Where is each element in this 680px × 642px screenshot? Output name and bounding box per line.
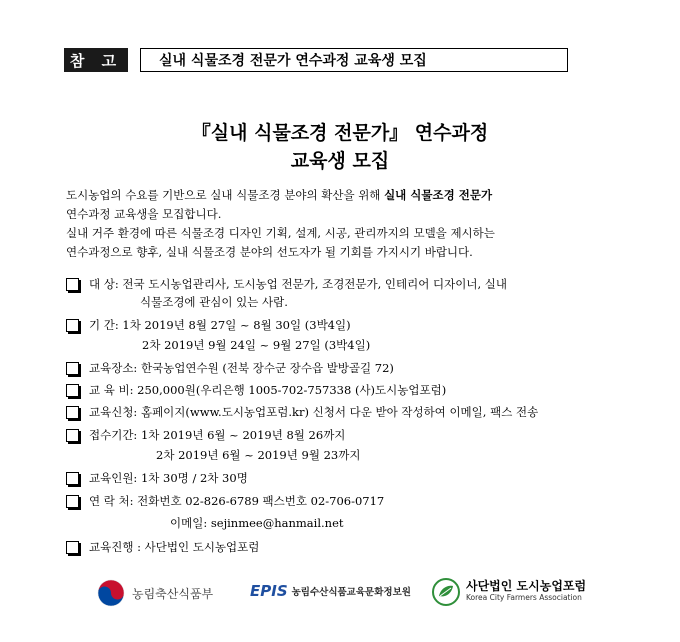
taegeuk-icon xyxy=(96,578,126,608)
item-host xyxy=(66,538,259,556)
item-contact xyxy=(66,492,384,510)
item-period xyxy=(66,316,351,334)
item-period-line1: : 1차 2019년 8월 27일 ~ 8월 30일 (3박4일) xyxy=(114,318,351,332)
ministry-logo xyxy=(96,578,213,608)
checkbox-icon xyxy=(66,495,79,508)
forum-logo-en: Korea City Farmers Association xyxy=(466,593,582,602)
forum-logo-texts xyxy=(466,580,586,604)
item-venue xyxy=(66,359,394,377)
item-fee-text: 교 육 비: 250,000원(우리은행 1005-702-757338 (사)도시농업포럼) xyxy=(89,383,447,397)
item-fee xyxy=(66,381,446,399)
item-target-line2: 식물조경에 관심이 있는 사람. xyxy=(140,295,288,309)
checkbox-icon xyxy=(66,384,79,397)
reference-tag: 참 고 xyxy=(64,48,128,72)
ministry-logo-text: 농림축산식품부 xyxy=(132,586,214,601)
intro-paragraph xyxy=(66,186,626,262)
checkbox-icon xyxy=(66,278,79,291)
item-period-label: 기 간 xyxy=(89,318,115,332)
item-target xyxy=(66,275,507,293)
item-reception xyxy=(66,426,345,444)
leaf-emblem-icon xyxy=(432,578,460,606)
item-contact-line1: 연 락 처: 전화번호 02-826-6789 팩스번호 02-706-0717 xyxy=(89,494,385,508)
reference-header xyxy=(64,48,568,72)
checkbox-icon xyxy=(66,362,79,375)
item-reception-line2: 2차 2019년 6월 ~ 2019년 9월 23까지 xyxy=(156,448,361,462)
item-capacity xyxy=(66,469,248,487)
forum-logo xyxy=(432,578,586,606)
item-apply-text: 교육신청: 홈페이지(www.도시농업포럼.kr) 신청서 다운 받아 작성하여 이메일, 팩스 전송 xyxy=(89,405,539,419)
item-target-label: 대 상 xyxy=(89,277,115,291)
intro-line2: 연수과정 교육생을 모집합니다. xyxy=(66,207,222,221)
epis-logo xyxy=(250,582,411,600)
epis-logo-text: 농림수산식품교육문화정보원 xyxy=(291,587,411,598)
intro-line3: 실내 거주 환경에 따른 식물조경 디자인 기획, 설계, 시공, 관리까지의 모델을 제시하는 xyxy=(66,226,495,240)
checkbox-icon xyxy=(66,429,79,442)
footer-logos xyxy=(0,576,680,610)
item-host-text: 교육진행 : 사단법인 도시농업포럼 xyxy=(89,540,260,554)
checkbox-icon xyxy=(66,406,79,419)
item-contact-email: 이메일: sejinmee@hanmail.net xyxy=(170,516,344,530)
intro-line1-text: 도시농업의 수요를 기반으로 실내 식물조경 분야의 확산을 위해 xyxy=(66,188,385,202)
forum-logo-name: 사단법인 도시농업포럼 xyxy=(466,579,587,593)
item-target-line1: : 전국 도시농업관리사, 도시농업 전문가, 조경전문가, 인테리어 디자이너, 실내 xyxy=(114,277,507,291)
item-capacity-text: 교육인원: 1차 30명 / 2차 30명 xyxy=(89,471,248,485)
intro-line1-bold: 실내 식물조경 전문가 xyxy=(384,188,493,202)
intro-line1 xyxy=(66,186,626,205)
checkbox-icon xyxy=(66,472,79,485)
epis-logo-mark: EPIS xyxy=(250,582,288,600)
intro-line4: 연수과정으로 향후, 실내 식물조경 분야의 선도자가 될 기회를 가지시기 바랍니다. xyxy=(66,245,473,259)
item-apply xyxy=(66,403,538,421)
item-period-line2: 2차 2019년 9월 24일 ~ 9월 27일 (3박4일) xyxy=(142,338,371,352)
main-title-line1: 『실내 식물조경 전문가』 연수과정 xyxy=(191,122,489,144)
checkbox-icon xyxy=(66,541,79,554)
header-title-box: 실내 식물조경 전문가 연수과정 교육생 모집 xyxy=(140,48,568,72)
main-title-line2: 교육생 모집 xyxy=(290,150,390,172)
checkbox-icon xyxy=(66,319,79,332)
item-venue-text: 교육장소: 한국농업연수원 (전북 장수군 장수읍 발방골길 72) xyxy=(89,361,394,375)
item-reception-line1: 접수기간: 1차 2019년 6월 ~ 2019년 8월 26까지 xyxy=(89,428,346,442)
